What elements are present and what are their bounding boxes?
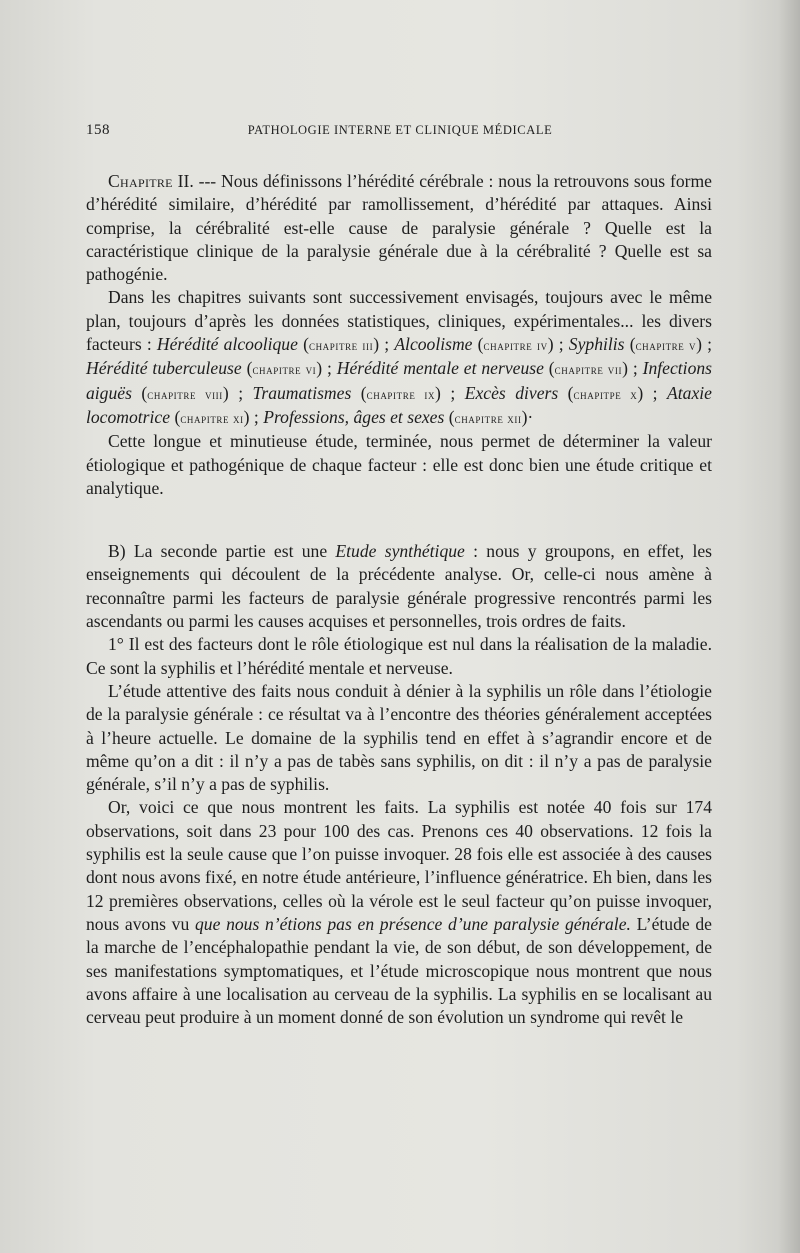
chapitre-label: Chapitre [108, 171, 173, 191]
chapter-ref: chapitre xi [180, 410, 244, 426]
paragraph-syphilis-role: L’étude attentive des faits nous conduit à dénier à la syphilis un rôle dans l’étiologie de la paralysie générale : ce résultat va à l’encontre des théories généralement acceptées à l’heure actuelle. Le domaine de la syphilis tend en effet à s’agrandir encore et de même qu’on a dit : il n’y a pas de tabès sans syphilis, on dit : il n’y a pas de paralysie générale, s’il n’y a pas de syphilis. [86, 680, 712, 795]
paragraph-text: L’étude de la marche de l’encéphalopathie pendant la vie, de son début, de son développement, de ses manifestations symptomatiques, et l’étude microscopique nous montrent que nous avons affaire à une localisation au cerveau de la syphilis. La syphilis en se localisant au cerveau peut produire à un moment donné de son évolution un syndrome qui revêt le [86, 913, 712, 1028]
factor-name: Traumatismes [252, 382, 352, 403]
italic-phrase: que nous n’étions pas en présence d’une paralysie générale. [194, 913, 631, 934]
italic-phrase: Etude synthétique [335, 541, 465, 562]
chapter-ref: chapitre ix [366, 386, 436, 402]
paragraph-factors-list: Dans les chapitres suivants sont successivement envisagés, toujours avec le même plan, toujours d’après les données statistiques, cliniques, expérimentales... les divers facteurs : Hérédité alcoolique (chapitre iii) ; Alcoolisme (chapitre iv) ; Syphilis (chapitre v) ; Hérédité tuberculeuse (chapitre vi) ; Hérédité mentale et nerveuse (chapitre vii) ; Infections aiguës (chapitre viii) ; Traumatismes (chapitre ix) ; Excès divers (chapitpe x) ; Ataxie locomotrice (chapitre xi) ; Professions, âges et sexes (chapitre xii)· [86, 287, 713, 427]
paragraph-chapitre-ii [86, 170, 712, 286]
factor-name: Hérédité alcoolique [156, 334, 298, 355]
paragraph-text: Dans les chapitres suivants sont successivement envisagés, toujours avec le même plan, toujours d’après les données statistiques, cliniques, expérimentales... les divers facteurs : [86, 287, 712, 355]
factor-name: Excès divers [464, 382, 559, 403]
body-text [86, 170, 712, 1029]
chapter-ref: chapitre vi [252, 362, 317, 378]
chapter-ref: chapitre v [635, 338, 697, 354]
factor-name: Ataxie locomotrice [86, 382, 712, 427]
chapter-ref: chapitre iv [483, 338, 548, 354]
paragraph-text: B) La seconde partie est une [108, 541, 336, 562]
chapter-ref: chapitre iii [308, 338, 374, 354]
section-gap [86, 500, 712, 540]
paragraph-text: Or, voici ce que nous montrent les faits. La syphilis est notée 40 fois sur 174 observations, soit dans 23 pour 100 des cas. Prenons ces 40 observations. 12 fois la syphilis est la seule cause que l’on puisse invoquer. 28 fois elle est associée à des causes dont nous avons fixé, en notre étude antérieure, l’influence génératrice. Eh bien, dans les 12 premières observations, celles où la vérole est le seul facteur qu’on puisse invoquer, nous avons vu [86, 797, 712, 934]
factor-name: Syphilis [568, 334, 625, 355]
page-header [86, 122, 714, 142]
paragraph-facteurs-nuls: 1° Il est des facteurs dont le rôle étiologique est nul dans la réalisation de la maladie. Ce sont la syphilis et l’hérédité mentale et nerveuse. [86, 634, 712, 678]
factor-name: Alcoolisme [394, 334, 473, 355]
chapter-ref: chapitre viii [147, 386, 223, 402]
factor-name: Hérédité tuberculeuse [86, 358, 242, 379]
running-head: PATHOLOGIE INTERNE ET CLINIQUE MÉDICALE [247, 123, 553, 137]
paragraph-faits [86, 796, 712, 1029]
page-number: 158 [86, 122, 110, 138]
paragraph-text: : nous y groupons, en effet, les enseignements qui découlent de la précédente analyse. Or, celle-ci nous amène à reconnaître parmi les facteurs de paralysie générale progressive rencontrés parmi les ascendants ou parmi les causes acquises et personnelles, trois ordres de faits. [86, 541, 712, 632]
paragraph-text: II. --- Nous définissons l’hérédité cérébrale : nous la retrouvons sous forme d’hérédité similaire, d’hérédité par ramollissement, d’hérédité par attaques. Ainsi comprise, la cérébralité est-elle cause de paralysie générale ? Quelle est la caractéristique clinique de la paralysie générale due à la cérébralité ? Quelle est sa pathogénie. [86, 171, 712, 285]
paragraph-conclusion-analyse: Cette longue et minutieuse étude, terminée, nous permet de déterminer la valeur étiologique et pathogénique de chaque facteur : elle est donc bien une étude critique et analytique. [86, 431, 712, 498]
chapter-ref: chapitpe x [573, 386, 638, 402]
factor-name: Infections aiguës [86, 358, 713, 403]
factor-name: Professions, âges et sexes [263, 406, 445, 427]
chapter-ref: chapitre vii [554, 362, 623, 378]
chapter-ref: chapitre xii [454, 410, 522, 426]
paragraph-seconde-partie [86, 540, 712, 633]
factor-name: Hérédité mentale et nerveuse [336, 358, 544, 379]
